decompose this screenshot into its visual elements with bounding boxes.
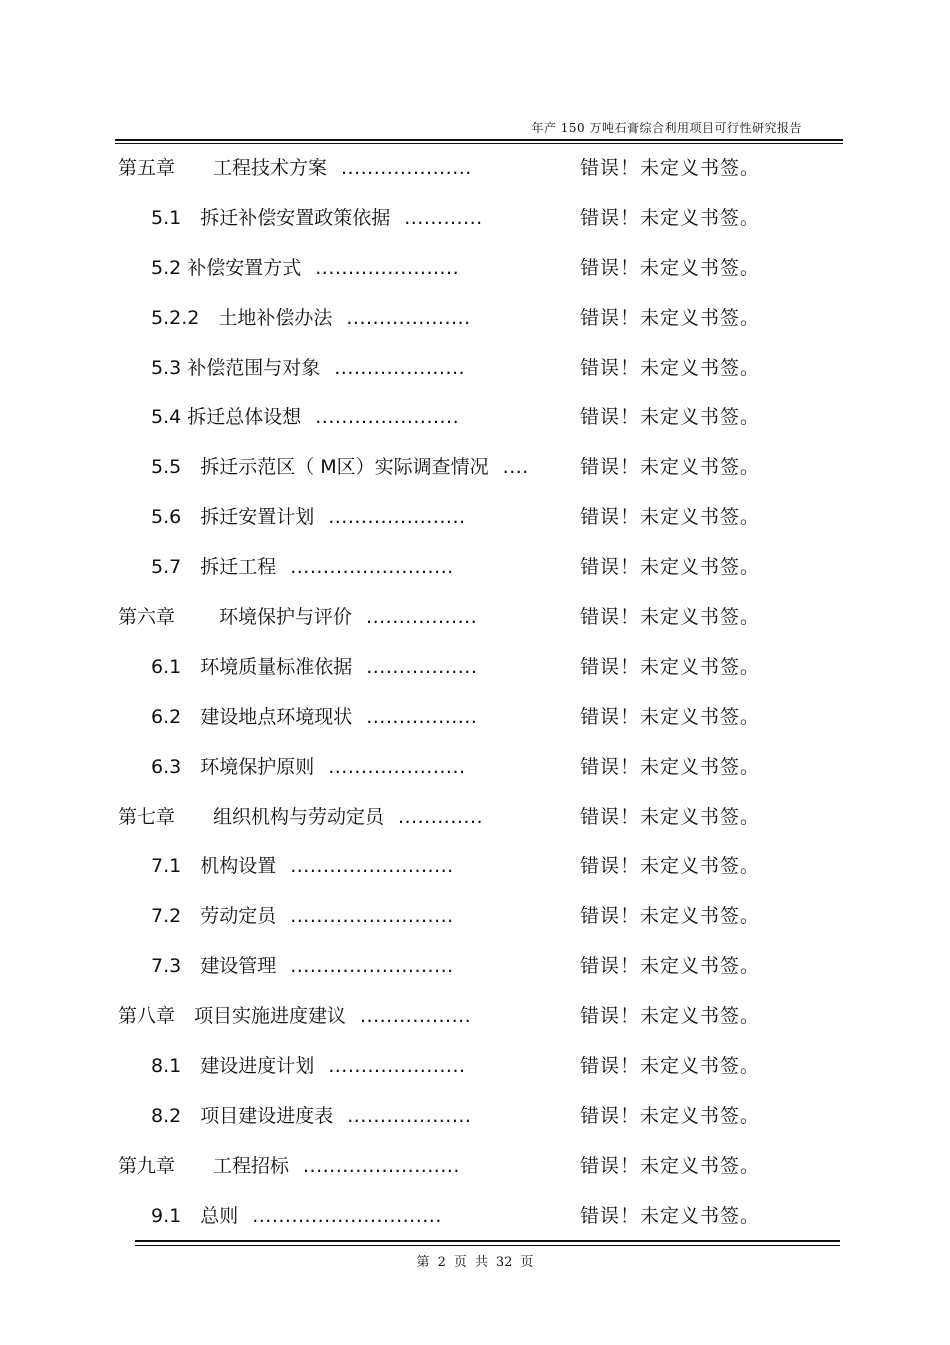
toc-dot-leader: ........................ — [303, 1154, 460, 1177]
toc-page-reference: 错误！未定义书签。 — [580, 955, 761, 978]
footer-rule-thick — [135, 1240, 840, 1242]
document-header-title: 年产 150 万吨石膏综合利用项目可行性研究报告 — [531, 121, 802, 135]
footer-total-unit: 页 — [520, 1255, 534, 1270]
toc-entry-text — [151, 951, 454, 978]
toc-entry-title: 5.6 拆迁安置计划 — [151, 506, 315, 529]
toc-entry-text — [151, 303, 471, 330]
toc-dot-leader: ................. — [366, 606, 478, 629]
toc-page-reference: 错误！未定义书签。 — [580, 1055, 761, 1078]
toc-dot-leader: ......................... — [290, 556, 454, 579]
toc-entry-title: 第七章 组织机构与劳动定员 — [118, 805, 385, 828]
toc-page-reference: 错误！未定义书签。 — [580, 556, 761, 579]
toc-entry-title: 6.2 建设地点环境现状 — [151, 705, 353, 728]
toc-entry-text — [151, 452, 529, 479]
toc-entry-title: 5.2 补偿安置方式 — [151, 256, 302, 279]
toc-dot-leader: ...................... — [315, 256, 460, 279]
toc-dot-leader: ..................... — [328, 755, 466, 778]
toc-dot-leader: .................... — [341, 157, 472, 179]
toc-entry-text — [151, 402, 459, 429]
toc-dot-leader: ................. — [366, 655, 478, 678]
toc-entry-chapter[interactable] — [0, 591, 950, 641]
toc-entry-title: 第六章 环境保护与评价 — [118, 606, 353, 629]
toc-entry-title: 第五章 工程技术方案 — [118, 157, 328, 179]
toc-entry-text — [151, 752, 466, 779]
toc-page-reference: 错误！未定义书签。 — [580, 406, 761, 429]
toc-page-reference: 错误！未定义书签。 — [580, 805, 761, 828]
toc-entry-section[interactable] — [0, 1040, 950, 1090]
footer-page-prefix: 第 — [416, 1255, 430, 1270]
toc-entry-text — [151, 652, 477, 679]
toc-dot-leader: ............. — [398, 805, 484, 828]
toc-entry-text — [151, 1051, 466, 1078]
toc-dot-leader: ..................... — [328, 506, 466, 529]
toc-entry-text — [151, 702, 477, 729]
footer-total-pages: 32 — [495, 1255, 513, 1270]
toc-entry-title: 5.2.2 土地补偿办法 — [151, 306, 333, 329]
toc-dot-leader: ............................. — [252, 1204, 442, 1227]
toc-entry-title: 7.3 建设管理 — [151, 955, 277, 978]
toc-entry-section[interactable] — [0, 242, 950, 292]
toc-entry-title: 9.1 总则 — [151, 1204, 239, 1227]
toc-entry-text — [151, 253, 459, 280]
toc-dot-leader: ......................... — [290, 905, 454, 928]
toc-dot-leader: ................... — [346, 306, 471, 329]
toc-entry-title: 第九章 工程招标 — [118, 1154, 290, 1177]
toc-page-reference: 错误！未定义书签。 — [580, 905, 761, 928]
toc-entry-section[interactable] — [0, 940, 950, 990]
toc-dot-leader: .... — [502, 456, 529, 479]
toc-entry-title: 5.4 拆迁总体设想 — [151, 406, 302, 429]
toc-entry-section[interactable] — [0, 641, 950, 691]
toc-entry-text — [118, 602, 477, 629]
toc-page-reference: 错误！未定义书签。 — [580, 755, 761, 778]
toc-entry-title: 7.2 劳动定员 — [151, 905, 277, 928]
toc-entry-section[interactable] — [0, 840, 950, 890]
toc-entry-section[interactable] — [0, 391, 950, 441]
toc-page-reference: 错误！未定义书签。 — [580, 1104, 761, 1127]
toc-dot-leader: .................... — [334, 356, 466, 379]
toc-page-reference: 错误！未定义书签。 — [580, 655, 761, 678]
footer-total-prefix: 共 — [474, 1255, 488, 1270]
toc-entry-text — [151, 353, 465, 380]
toc-dot-leader: ......................... — [290, 955, 454, 978]
toc-entry-title: 8.2 项目建设进度表 — [151, 1104, 334, 1127]
toc-dot-leader: ............ — [404, 206, 483, 229]
toc-dot-leader: ..................... — [328, 1055, 466, 1078]
toc-page-reference: 错误！未定义书签。 — [580, 157, 761, 179]
toc-entry-section[interactable] — [0, 741, 950, 791]
toc-page-reference: 错误！未定义书签。 — [580, 1204, 761, 1227]
toc-entry-title: 8.1 建设进度计划 — [151, 1055, 315, 1078]
toc-dot-leader: ...................... — [315, 406, 460, 429]
toc-page-reference: 错误！未定义书签。 — [580, 256, 761, 279]
toc-page-reference: 错误！未定义书签。 — [580, 206, 761, 229]
table-of-contents — [0, 142, 950, 1240]
toc-entry-text — [151, 1201, 442, 1228]
toc-entry-section[interactable] — [0, 491, 950, 541]
toc-entry-text — [118, 802, 483, 829]
toc-entry-section[interactable] — [0, 541, 950, 591]
toc-entry-title: 第八章 项目实施进度建议 — [118, 1005, 347, 1028]
toc-entry-title: 6.3 环境保护原则 — [151, 755, 315, 778]
toc-dot-leader: ................. — [366, 705, 478, 728]
toc-entry-text — [151, 552, 454, 579]
footer-page-number: 2 — [437, 1255, 446, 1270]
toc-dot-leader: ......................... — [290, 855, 454, 878]
toc-page-reference: 错误！未定义书签。 — [580, 606, 761, 629]
footer-rule-thin — [135, 1245, 840, 1246]
toc-entry-section[interactable] — [0, 1090, 950, 1140]
toc-page-reference: 错误！未定义书签。 — [580, 506, 761, 529]
toc-entry-title: 5.5 拆迁示范区（ M区）实际调查情况 — [151, 456, 489, 479]
toc-entry-section[interactable] — [0, 292, 950, 342]
toc-entry-text — [151, 203, 483, 230]
header-rule-thick — [115, 139, 843, 141]
toc-entry-section[interactable] — [0, 192, 950, 242]
toc-entry-section[interactable] — [0, 691, 950, 741]
toc-entry-chapter[interactable] — [0, 142, 950, 192]
toc-entry-chapter[interactable] — [0, 1140, 950, 1190]
toc-entry-section[interactable] — [0, 1190, 950, 1240]
toc-page-reference: 错误！未定义书签。 — [580, 855, 761, 878]
toc-entry-title: 5.3 补偿范围与对象 — [151, 356, 321, 379]
toc-entry-text — [151, 901, 454, 928]
toc-entry-text — [151, 1101, 471, 1128]
toc-entry-text — [151, 851, 454, 878]
toc-entry-text — [118, 153, 472, 180]
toc-entry-title: 5.1 拆迁补偿安置政策依据 — [151, 206, 391, 229]
toc-page-reference: 错误！未定义书签。 — [580, 1154, 761, 1177]
toc-entry-section[interactable] — [0, 342, 950, 392]
toc-page-reference: 错误！未定义书签。 — [580, 705, 761, 728]
toc-entry-chapter[interactable] — [0, 791, 950, 841]
toc-page-reference: 错误！未定义书签。 — [580, 456, 761, 479]
page-footer — [0, 1251, 950, 1270]
toc-entry-section[interactable] — [0, 441, 950, 491]
toc-dot-leader: ................. — [360, 1005, 472, 1028]
toc-entry-chapter[interactable] — [0, 990, 950, 1040]
toc-entry-text — [151, 502, 466, 529]
toc-entry-section[interactable] — [0, 890, 950, 940]
toc-page-reference: 错误！未定义书签。 — [580, 306, 761, 329]
footer-page-unit: 页 — [453, 1255, 467, 1270]
toc-dot-leader: ................... — [347, 1104, 472, 1127]
toc-entry-title: 5.7 拆迁工程 — [151, 556, 277, 579]
toc-entry-text — [118, 1151, 460, 1178]
toc-entry-text — [118, 1001, 471, 1028]
toc-page-reference: 错误！未定义书签。 — [580, 356, 761, 379]
toc-page-reference: 错误！未定义书签。 — [580, 1005, 761, 1028]
toc-entry-title: 7.1 机构设置 — [151, 855, 277, 878]
toc-entry-title: 6.1 环境质量标准依据 — [151, 655, 353, 678]
